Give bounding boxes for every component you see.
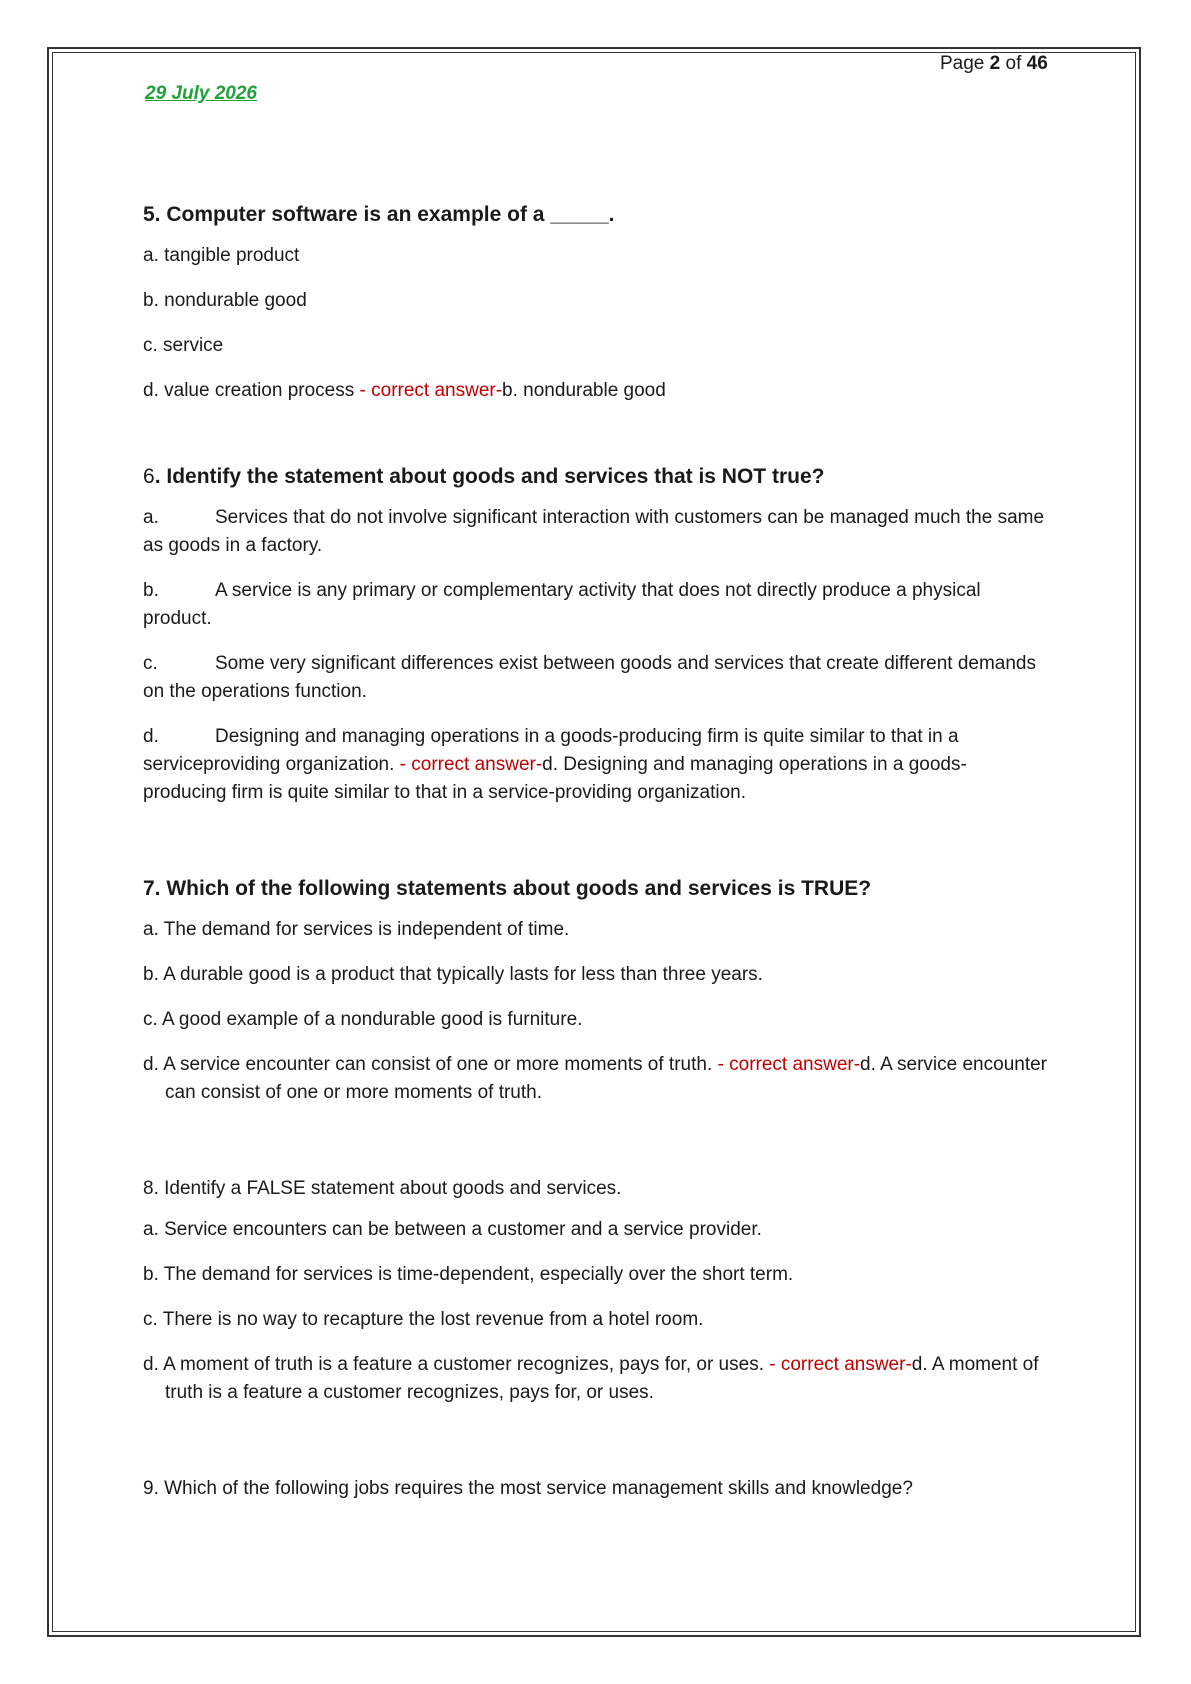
option-a: a. The demand for services is independent of time. <box>143 919 570 940</box>
option-c: c. A good example of a nondurable good is furniture. <box>143 1009 583 1030</box>
page-number <box>940 53 1048 75</box>
option-letter: b. <box>143 580 159 601</box>
correct-answer-marker: - correct answer- <box>399 754 543 775</box>
option-d <box>143 1051 1048 1107</box>
option-text: Designing and managing operations in a goods-producing firm is quite similar to that in a serviceproviding organization. <box>143 726 959 775</box>
question-9: 9. Which of the following jobs requires the most service management skills and knowledge? <box>143 1478 913 1499</box>
option-letter: a. <box>143 507 159 528</box>
correct-answer-text: d. A moment of truth is a feature a customer recognizes, pays for, or uses. <box>165 1354 1039 1403</box>
option-b: b. A durable good is a product that typically lasts for less than three years. <box>143 964 763 985</box>
question-5 <box>143 200 1048 230</box>
document-date: 29 July 2026 <box>145 83 257 104</box>
option-d <box>143 723 1048 807</box>
correct-answer-text: b. nondurable good <box>502 380 666 401</box>
option-text: d. value creation process <box>143 380 360 401</box>
option-d <box>143 1351 1048 1407</box>
question-number: 6 <box>143 465 155 488</box>
page-of: of <box>1005 53 1022 74</box>
correct-answer-text: d. A service encounter can consist of one or more moments of truth. <box>165 1054 1047 1103</box>
question-number: 5. <box>143 203 161 226</box>
option-b: b. The demand for services is time-dependent, especially over the short term. <box>143 1264 794 1285</box>
page-current: 2 <box>989 53 1001 74</box>
question-8: 8. Identify a FALSE statement about goods and services. <box>143 1178 622 1199</box>
option-b: b. nondurable good <box>143 290 307 311</box>
option-a <box>143 504 1048 560</box>
correct-answer-marker: - correct answer- <box>769 1354 912 1375</box>
option-text: d. A service encounter can consist of one or more moments of truth. <box>143 1054 718 1075</box>
option-a: a. Service encounters can be between a customer and a service provider. <box>143 1219 762 1240</box>
option-text: Services that do not involve significant interaction with customers can be managed much the same as goods in a factory. <box>143 507 1045 556</box>
option-b <box>143 577 1048 633</box>
question-text: . Identify the statement about goods and services that is NOT true? <box>154 465 825 488</box>
document-body <box>143 200 1048 1516</box>
question-text: Computer software is an example of a _____. <box>160 203 615 226</box>
option-letter: d. <box>143 726 159 747</box>
option-text: d. A moment of truth is a feature a customer recognizes, pays for, or uses. <box>143 1354 770 1375</box>
option-c <box>143 650 1048 706</box>
page-label: Page <box>940 53 985 74</box>
option-text: A service is any primary or complementary activity that does not directly produce a physical product. <box>143 580 981 629</box>
option-c: c. There is no way to recapture the lost revenue from a hotel room. <box>143 1309 704 1330</box>
question-7: 7. Which of the following statements about goods and services is TRUE? <box>143 877 872 900</box>
page-total: 46 <box>1026 53 1048 74</box>
correct-answer-text: d. Designing and managing operations in a goods-producing firm is quite similar to that in a service-providing organization. <box>143 754 967 803</box>
option-letter: c. <box>143 653 158 674</box>
question-6 <box>143 462 1048 492</box>
option-c: c. service <box>143 335 224 356</box>
option-text: Some very significant differences exist between goods and services that create different demands on the operations function. <box>143 653 1036 702</box>
option-d <box>143 377 1048 405</box>
option-a: a. tangible product <box>143 245 300 266</box>
correct-answer-marker: - correct answer- <box>717 1054 861 1075</box>
correct-answer-marker: - correct answer- <box>359 380 503 401</box>
